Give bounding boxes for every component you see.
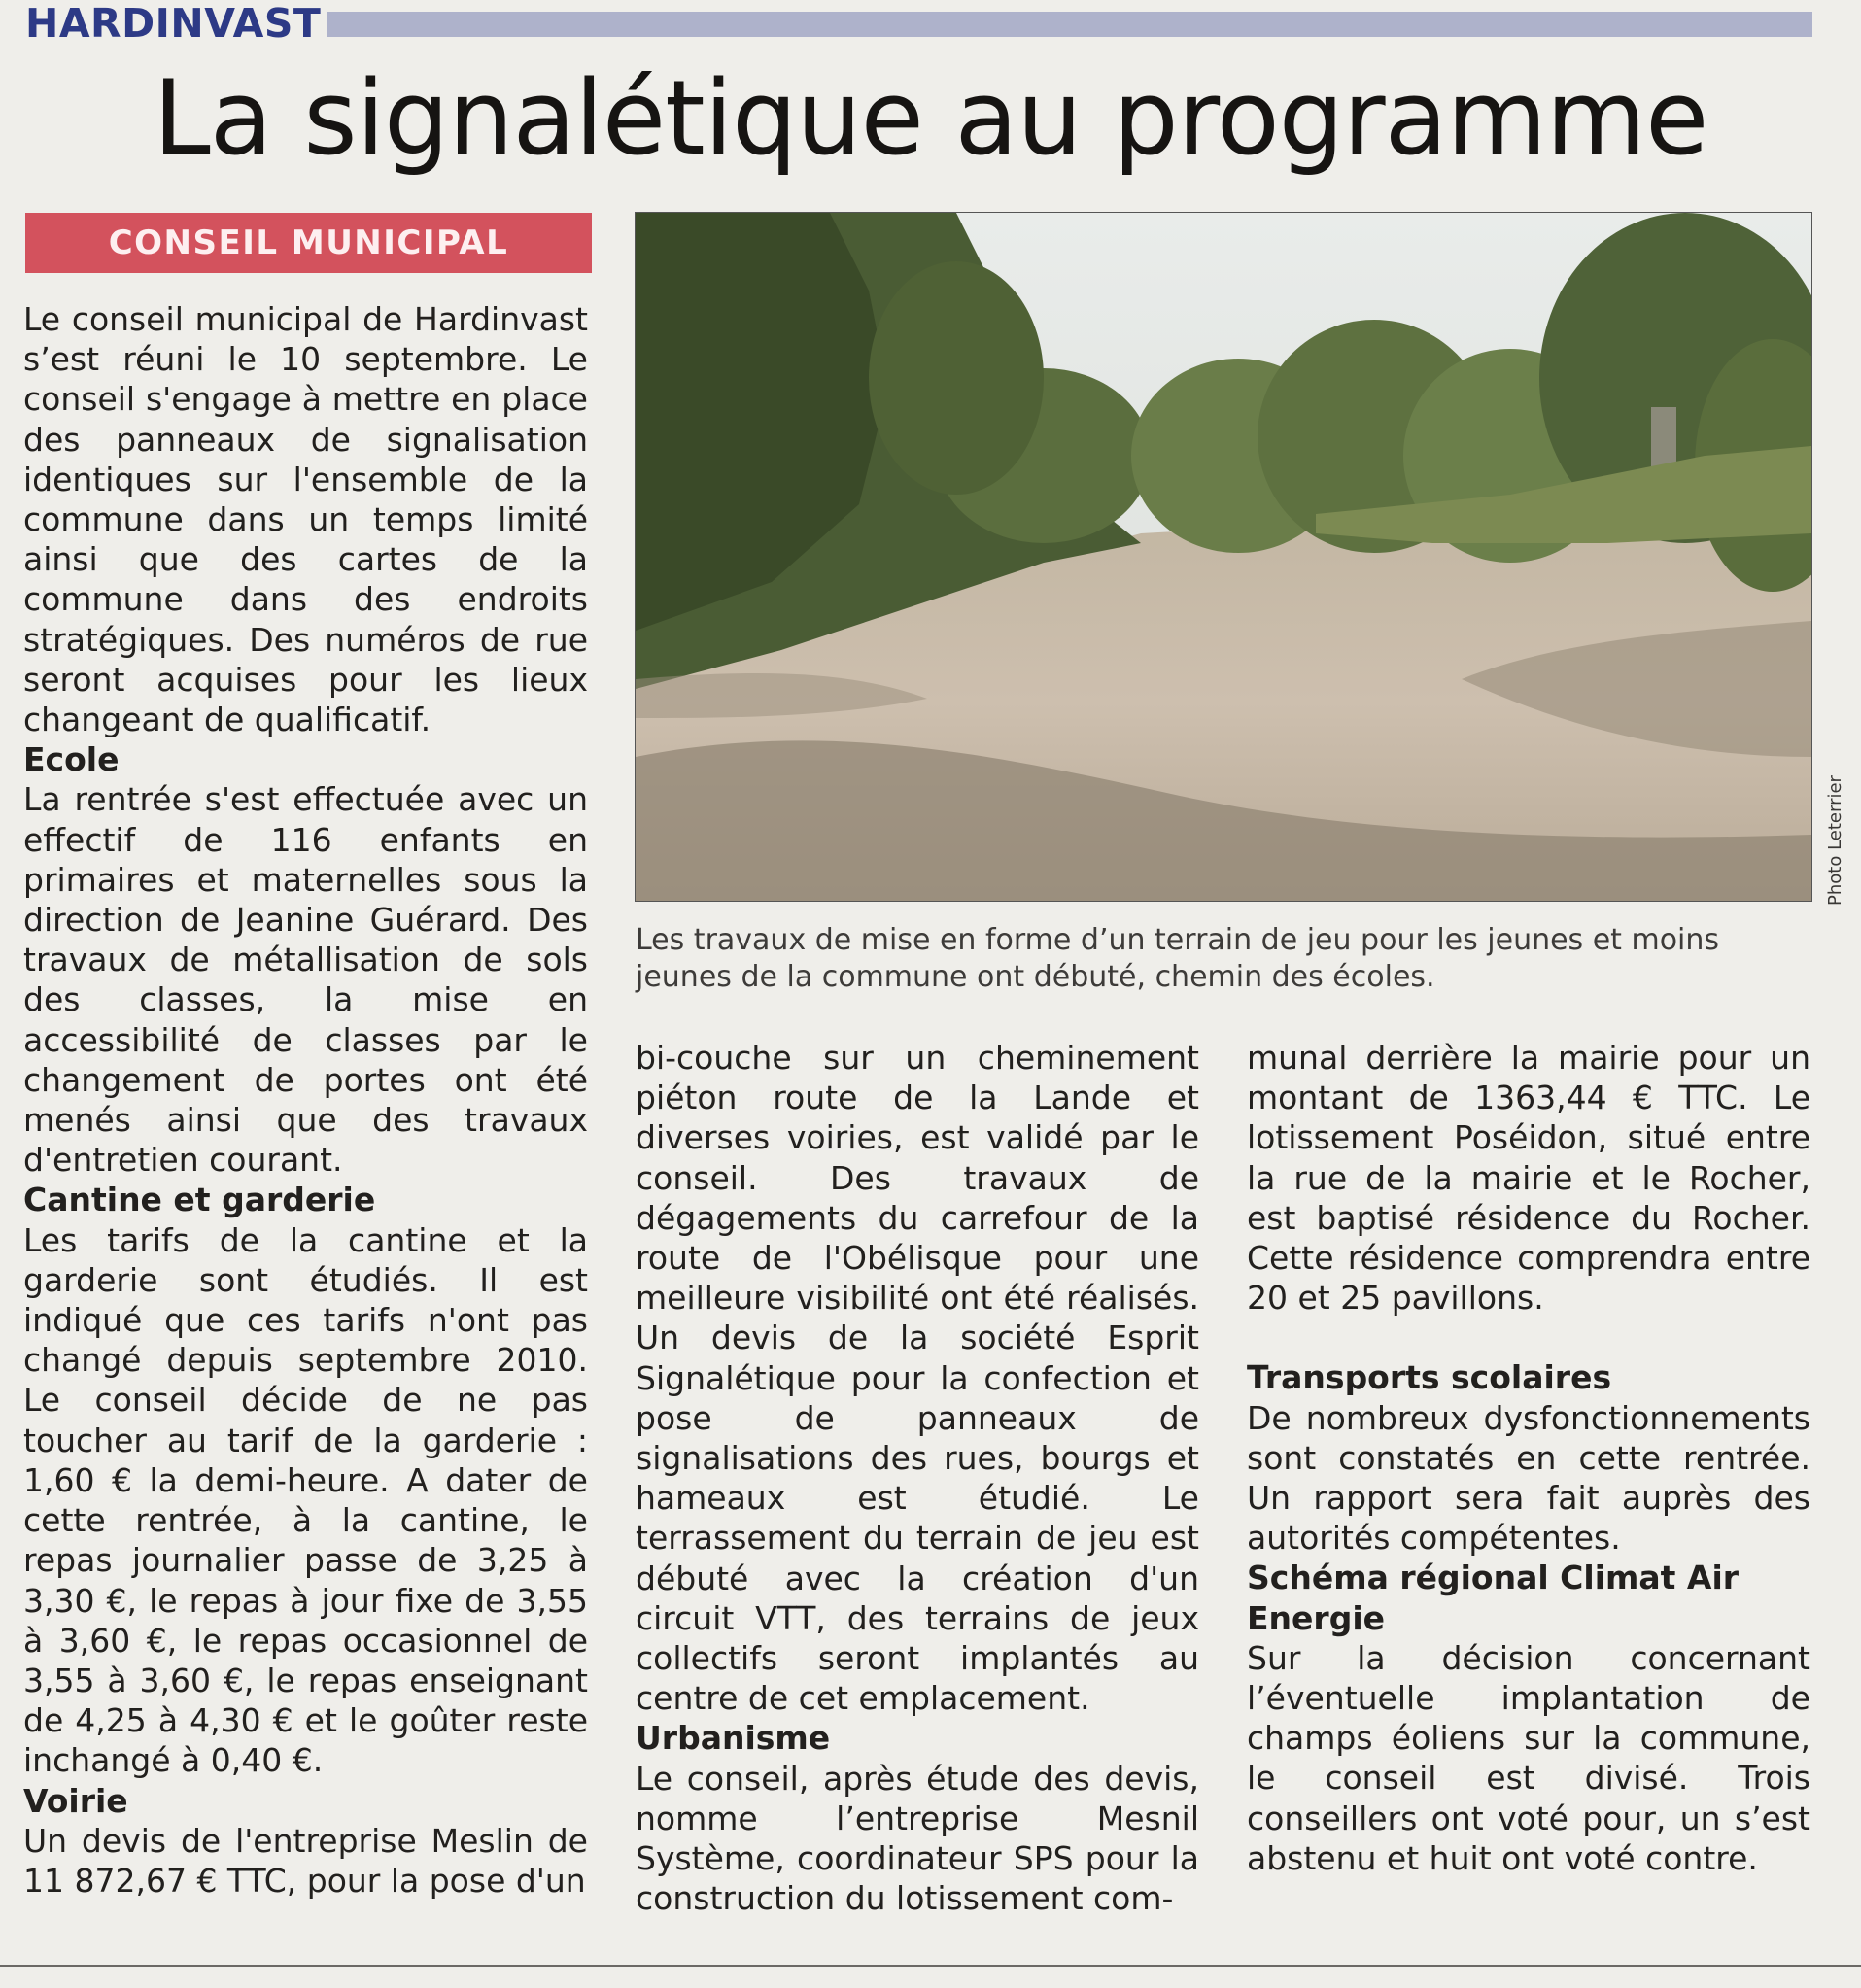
urbanisme-paragraph-continued: munal derrière la mairie pour un montant de 1363,44 € TTC. Le lotissement Poséidon, situé entre la rue de la mairie et le Rocher, est baptisé résidence du Rocher. Cette résidence comprendra entre 20 et 25 pavillons.	[1247, 1039, 1810, 1318]
schema-paragraph: Sur la décision concernant l’éventuelle implantation de champs éoliens sur la commune, le conseil est divisé. Trois conseillers ont voté pour, un s’est abstenu et huit ont voté contre.	[1247, 1638, 1810, 1877]
section-kicker: HARDINVAST	[25, 0, 322, 47]
urbanisme-heading: Urbanisme	[636, 1719, 831, 1758]
transports-paragraph: De nombreux dysfonctionnements sont constatés en cette rentrée. Un rapport sera fait auprès des autorités compétentes.	[1247, 1398, 1810, 1558]
transports-heading: Transports scolaires	[1247, 1358, 1612, 1397]
article-photo	[635, 212, 1812, 902]
article-column-2	[636, 1038, 1199, 1918]
photo-credit-text: Photo Leterrier	[1825, 775, 1845, 906]
rubric-label: CONSEIL MUNICIPAL	[25, 213, 592, 273]
article-column-1	[23, 299, 588, 1901]
photo-caption: Les travaux de mise en forme d’un terrain de jeu pour les jeunes et moins jeunes de la commune ont débuté, chemin des écoles.	[636, 923, 1720, 994]
voirie-paragraph-start: Un devis de l'entreprise Meslin de 11 872,67 € TTC, pour la pose d'un	[23, 1821, 588, 1900]
urbanisme-paragraph-start: Le conseil, après étude des devis, nomme l’entreprise Mesnil Système, coordinateur SPS pour la construction du lotissement com-	[636, 1759, 1199, 1918]
voirie-heading: Voirie	[23, 1781, 128, 1820]
ecole-heading: Ecole	[23, 740, 120, 779]
paragraph-spacer	[1247, 1318, 1810, 1357]
intro-paragraph: Le conseil municipal de Hardinvast s’est réuni le 10 septembre. Le conseil s'engage à mettre en place des panneaux de signalisation identiques sur l'ensemble de la commune dans un temps limité ainsi que des cartes de la commune dans des endroits stratégiques. Des numéros de rue seront acquises pour les lieux changeant de qualificatif.	[23, 300, 588, 739]
schema-heading: Schéma régional Climat Air Energie	[1247, 1559, 1740, 1637]
bottom-rule	[0, 1965, 1861, 1967]
article-column-3	[1247, 1038, 1810, 1878]
kicker-bar	[327, 12, 1812, 37]
photo-image	[636, 213, 1811, 901]
cantine-heading: Cantine et garderie	[23, 1181, 376, 1219]
ecole-paragraph: La rentrée s'est effectuée avec un effectif de 116 enfants en primaires et maternelles sous la direction de Jeanine Guérard. Des travaux de métallisation de sols des classes, la mise en accessibilité de classes par le changement de portes ont été menés ainsi que des travaux d'entretien courant.	[23, 780, 588, 1180]
voirie-paragraph-continued: bi-couche sur un cheminement piéton route de la Lande et diverses voiries, est validé par le conseil. Des travaux de dégagements du carrefour de la route de l'Obélisque pour une meilleure visibilité ont été réalisés. Un devis de la société Esprit Signalétique pour la confection et pose de panneaux de signalisations des rues, bourgs et hameaux est étudié. Le terrassement du terrain de jeu est débuté avec la création d'un circuit VTT, des terrains de jeux collectifs seront implantés au centre de cet emplacement.	[636, 1039, 1199, 1718]
cantine-paragraph: Les tarifs de la cantine et la garderie sont étudiés. Il est indiqué que ces tarifs n'ont pas changé depuis septembre 2010. Le conseil décide de ne pas toucher au tarif de la garderie : 1,60 € la demi-heure. A dater de cette rentrée, à la cantine, le repas journalier passe de 3,25 à 3,30 €, le repas à jour fixe de 3,55 à 3,60 €, le repas occasionnel de 3,55 à 3,60 €, le repas enseignant de 4,25 à 4,30 € et le goûter reste inchangé à 0,40 €.	[23, 1220, 588, 1780]
headline: La signalétique au programme	[153, 58, 1708, 178]
